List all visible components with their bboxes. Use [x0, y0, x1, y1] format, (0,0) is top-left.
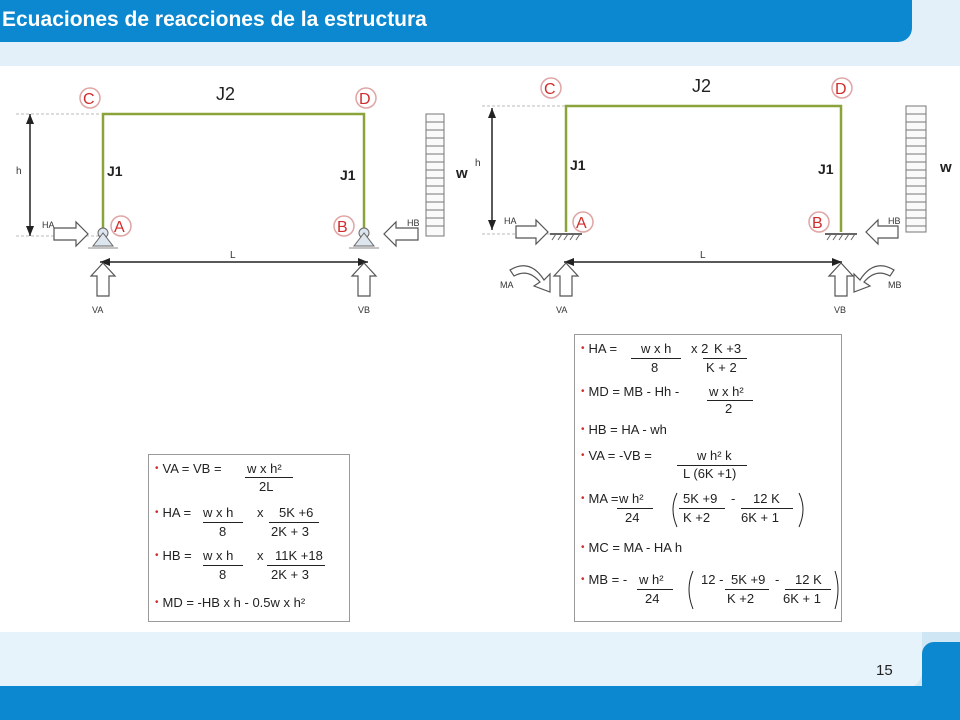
- reaction-ha-arrow: [516, 220, 548, 244]
- equation-va: • VA = -VB = w h² k: [581, 448, 732, 463]
- equations-pinned: [148, 454, 350, 622]
- title-bar: [0, 0, 912, 42]
- frame-members: [566, 106, 841, 232]
- equation-mc: • MC = MA - HA h: [581, 540, 683, 555]
- equations-fixed: [574, 334, 842, 622]
- support-b: [825, 234, 857, 240]
- equation-ma-den2: K +2: [683, 510, 711, 525]
- node-a-label: A: [114, 219, 125, 236]
- right-column-label: J1: [340, 167, 356, 183]
- load-label-left: w: [456, 165, 468, 182]
- reaction-ha-label: HA: [42, 220, 55, 230]
- equation-hb-den: 8: [219, 567, 227, 582]
- reaction-ha-arrow: [54, 222, 88, 246]
- equation-ha: • HA = w x h x 5K +6: [155, 505, 314, 520]
- reaction-vb-arrow: [352, 263, 376, 296]
- equation-mb-den3: 6K + 1: [783, 591, 821, 606]
- reaction-vb-arrow: [829, 263, 853, 296]
- equation-ma-den: 24: [625, 510, 640, 525]
- node-c-label: C: [83, 91, 95, 108]
- left-column-label: J1: [570, 157, 586, 173]
- equation-va-vb: • VA = VB = w x h²: [155, 461, 282, 476]
- beam-label: J2: [216, 84, 236, 104]
- reaction-va-label: VA: [556, 305, 568, 315]
- equation-va-vb-den: 2L: [259, 479, 274, 494]
- slide-title: Ecuaciones de reacciones de la estructura: [2, 8, 427, 31]
- reaction-mb-label: MB: [888, 280, 902, 290]
- equation-ha: • HA = w x h x 2 K +3: [581, 341, 742, 356]
- node-a-label: A: [576, 215, 587, 232]
- equation-mb-parens: [685, 569, 841, 611]
- node-c-label: C: [544, 81, 556, 98]
- footer-panel: [0, 632, 922, 688]
- node-b-label: B: [337, 219, 348, 236]
- beam-label: J2: [692, 76, 712, 96]
- frame-members: [103, 114, 364, 230]
- equation-mb: • MB = - w h² 12 - 5K +9 - 12 K: [581, 572, 822, 587]
- equation-va-den: L (6K +1): [683, 466, 737, 481]
- slide-footer: [0, 632, 960, 720]
- footer-bar: [0, 686, 960, 720]
- left-column-label: J1: [107, 163, 123, 179]
- equation-mb-den2: K +2: [727, 591, 755, 606]
- wind-load: [426, 114, 444, 236]
- equation-ma: • MA = w h² 5K +9 - 12 K: [581, 491, 780, 506]
- height-label: h: [475, 158, 481, 169]
- equation-ma-den3: 6K + 1: [741, 510, 779, 525]
- equation-hb: • HB = HA - wh: [581, 422, 667, 437]
- wind-load: [906, 106, 926, 232]
- equation-ha-den: 8: [651, 360, 659, 375]
- reaction-va-arrow: [91, 263, 115, 296]
- right-column-label: J1: [818, 161, 834, 177]
- height-label: h: [16, 166, 22, 177]
- support-a: [550, 234, 582, 240]
- reaction-vb-label: VB: [358, 305, 371, 315]
- reaction-vb-label: VB: [834, 305, 847, 315]
- equation-md-den: 2: [725, 401, 733, 416]
- load-label: w: [940, 159, 952, 176]
- slide-header: [0, 0, 960, 66]
- span-label: L: [230, 250, 236, 261]
- reaction-hb-label: HB: [888, 216, 901, 226]
- node-b-label: B: [812, 215, 823, 232]
- page-number: 15: [876, 662, 893, 679]
- reaction-ha-label: HA: [504, 216, 517, 226]
- reaction-hb-label: HB: [407, 218, 420, 228]
- reaction-va-label: VA: [92, 305, 104, 315]
- equation-ha-den: 8: [219, 524, 227, 539]
- frame-diagram-fixed: [456, 66, 960, 330]
- moment-ma-arrow: [510, 266, 550, 292]
- equation-ha-den2: K + 2: [706, 360, 737, 375]
- equation-md: • MD = -HB x h - 0.5w x h²: [155, 595, 306, 610]
- equation-md: • MD = MB - Hh - w x h²: [581, 384, 744, 399]
- equation-hb: • HB = w x h x 11K +18: [155, 548, 323, 563]
- equation-ha-den2: 2K + 3: [271, 524, 309, 539]
- reaction-va-arrow: [554, 263, 578, 296]
- reaction-ma-label: MA: [500, 280, 514, 290]
- footer-cap: [922, 642, 960, 688]
- equation-ma-parens: [669, 491, 809, 529]
- frame-diagram-pinned: [0, 70, 470, 330]
- equation-hb-den2: 2K + 3: [271, 567, 309, 582]
- equation-mb-den: 24: [645, 591, 660, 606]
- node-d-label: D: [835, 81, 847, 98]
- span-label: L: [700, 250, 706, 261]
- node-d-label: D: [359, 91, 371, 108]
